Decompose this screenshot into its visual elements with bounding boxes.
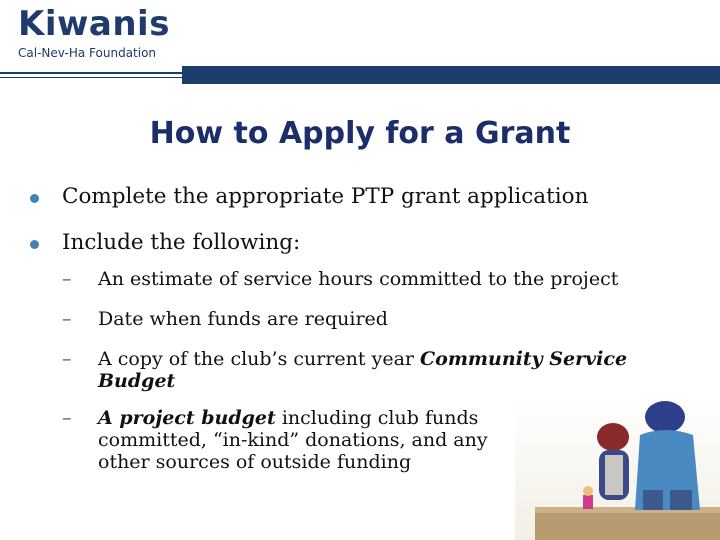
bullet-dot-icon xyxy=(30,240,39,249)
sub-bullet-text: Date when funds are required xyxy=(98,308,388,330)
dash-icon: – xyxy=(62,348,72,370)
bullet-text: Complete the appropriate PTP grant application xyxy=(62,184,589,209)
sub-bullet-text: including club funds committed, “in-kind” donations, and any other sources of outside funding xyxy=(98,407,488,473)
helmet-right-shape xyxy=(645,401,685,433)
bullet-text: Include the following: xyxy=(62,230,301,255)
helmet-left-shape xyxy=(597,423,629,451)
children-on-wall-photo xyxy=(515,395,720,540)
sub-bullet-emphasis: A project budget xyxy=(98,407,276,429)
slide-title: How to Apply for a Grant xyxy=(149,116,571,151)
brand-name: Kiwanis xyxy=(18,4,170,44)
header-rule xyxy=(0,66,720,84)
sub-bullet-emphasis: Community Service Budget xyxy=(98,348,628,392)
rule-bar xyxy=(182,66,720,84)
bullet-dot-icon xyxy=(30,194,39,203)
sub-bullet-item xyxy=(62,407,508,473)
bullet-item xyxy=(28,226,708,260)
sub-bullet-item xyxy=(62,348,702,392)
bullet-list xyxy=(28,180,708,272)
rule-thin-line xyxy=(0,72,190,74)
rule-thin-line-2 xyxy=(0,77,186,78)
dash-icon: – xyxy=(62,407,72,429)
sub-bullet-text: A copy of the club’s current year xyxy=(98,348,421,370)
dash-icon: – xyxy=(62,308,72,330)
bullet-item xyxy=(28,180,708,214)
sub-bullet-text: An estimate of service hours committed to the project xyxy=(98,268,619,290)
sub-bullet-item xyxy=(62,308,702,330)
sub-bullet-item xyxy=(62,268,702,290)
brand-block xyxy=(18,4,170,60)
wall-shape xyxy=(535,510,720,540)
brand-subtitle: Cal-Nev-Ha Foundation xyxy=(18,46,157,60)
dash-icon: – xyxy=(62,268,72,290)
